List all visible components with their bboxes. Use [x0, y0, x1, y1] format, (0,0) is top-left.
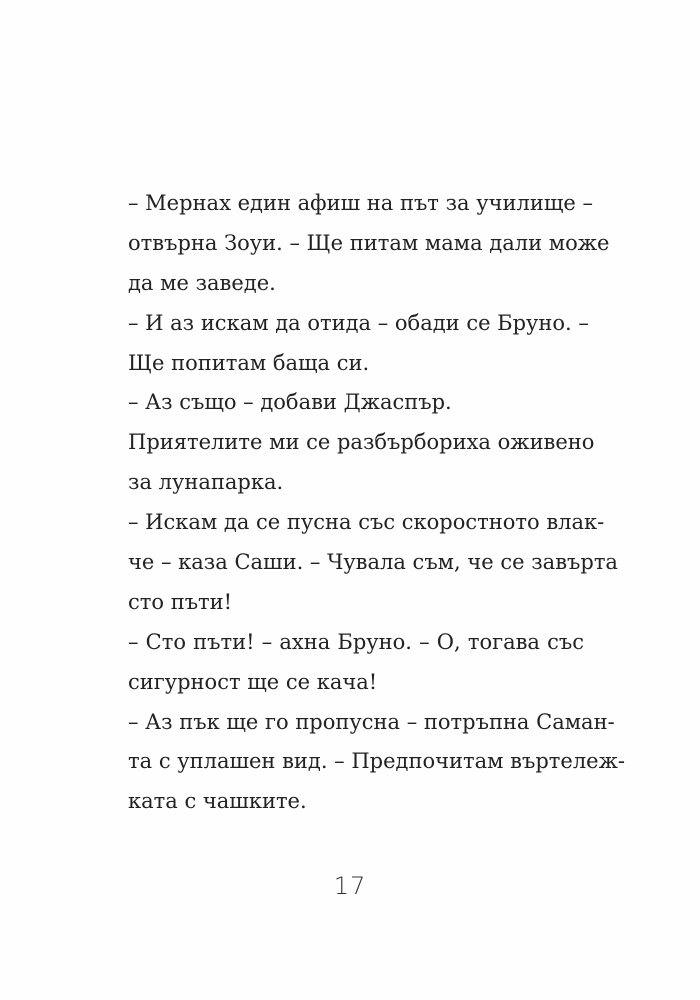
- text-line: – Искам да се пусна със скоростното влак-: [128, 510, 605, 535]
- text-line: отвърна Зоуи. – Ще питам мама дали може: [128, 230, 610, 255]
- text-line: – И аз искам да отида – обади се Бруно. –: [128, 310, 589, 335]
- text-line: Приятелите ми се разбърбориха оживено: [128, 430, 595, 455]
- text-line: – Аз също – добави Джаспър.: [128, 390, 452, 415]
- text-line: че – каза Саши. – Чувала съм, че се завърта: [128, 550, 618, 575]
- text-line: да ме заведе.: [128, 270, 276, 295]
- text-line: за лунапарка.: [128, 470, 284, 495]
- page-number: 17: [333, 872, 367, 900]
- text-line: Ще попитам баща си.: [128, 350, 370, 375]
- text-line: – Аз пък ще го пропусна – потръпна Саман-: [128, 709, 615, 734]
- text-line: – Мернах един афиш на път за училище –: [128, 191, 593, 215]
- text-line: – Сто пъти! – ахна Бруно. – О, тогава със: [128, 629, 584, 654]
- body-text: [128, 184, 625, 822]
- text-line: та с уплашен вид. – Предпочитам въртележ-: [128, 749, 625, 774]
- text-line: сто пъти!: [128, 589, 233, 614]
- text-line: ката с чашките.: [128, 789, 307, 814]
- text-line: сигурност ще се кача!: [128, 669, 378, 694]
